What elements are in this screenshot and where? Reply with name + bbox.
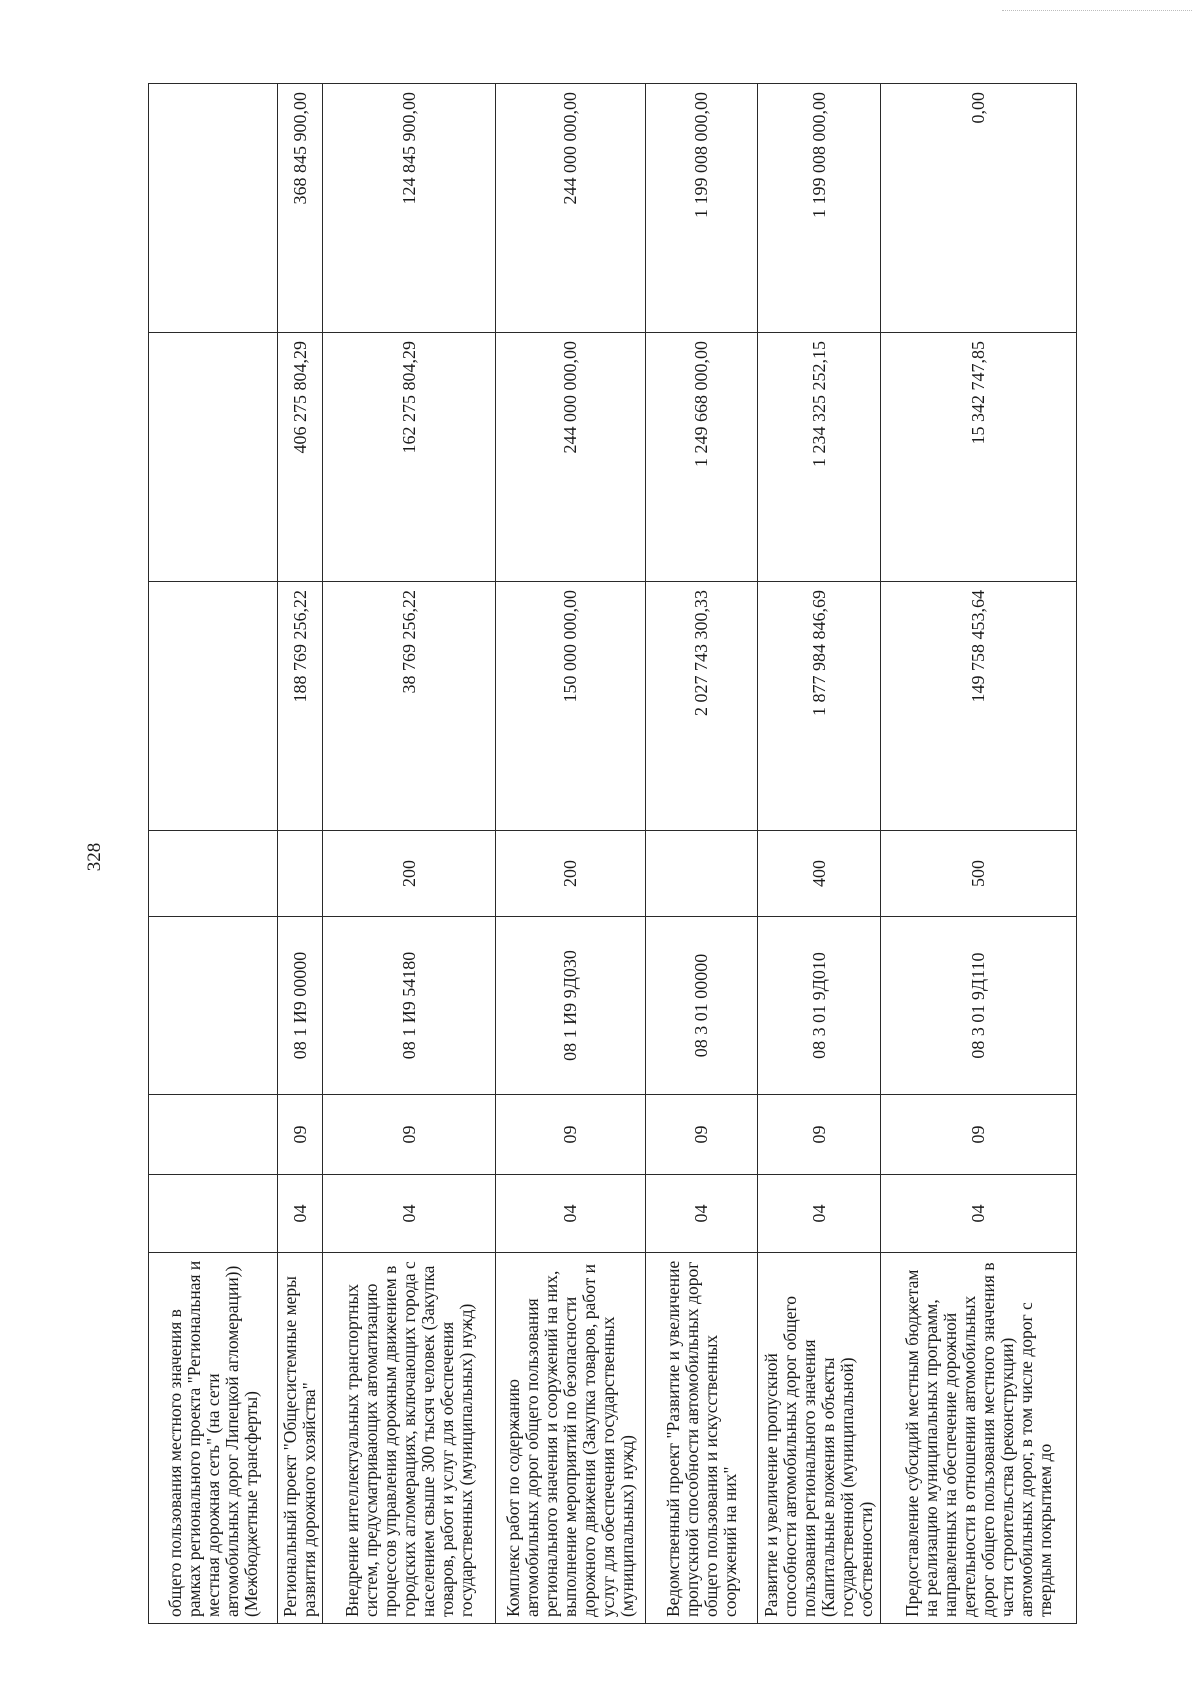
target-article-cell (149, 917, 278, 1095)
subsection-cell: 09 (496, 1095, 646, 1175)
row-name-cell: Предоставление субсидий местным бюджетам на реализацию муниципальных программ, направленных на обеспечение дорожной деятельности в отношении автомобильных дорог общего пользования местного значения в части строительства (реконструкции) автомобильных дорог, в том числе дорог с твердым покрытием до (881, 1253, 1077, 1624)
target-article-cell: 08 3 01 9Д110 (881, 917, 1077, 1095)
target-article-cell: 08 1 И9 9Д030 (496, 917, 646, 1095)
section-cell: 04 (758, 1175, 881, 1253)
section-cell: 04 (881, 1175, 1077, 1253)
sum-year2-cell: 244 000 000,00 (496, 333, 646, 582)
sum-year1-cell (149, 582, 278, 831)
subsection-cell: 09 (881, 1095, 1077, 1175)
expense-type-cell: 200 (496, 831, 646, 917)
table-row (278, 84, 323, 1624)
row-name-cell: Региональный проект "Общесистемные меры развития дорожного хозяйства" (278, 1253, 323, 1624)
row-name-cell: Ведомственный проект "Развитие и увеличение пропускной способности автомобильных дорог общего пользования и искусственных сооружений на них" (646, 1253, 758, 1624)
budget-table (148, 83, 1077, 1624)
subsection-cell: 09 (278, 1095, 323, 1175)
sum-year3-cell: 124 845 900,00 (323, 84, 496, 333)
section-cell: 04 (496, 1175, 646, 1253)
sum-year2-cell: 15 342 747,85 (881, 333, 1077, 582)
table-row (758, 84, 881, 1624)
rotated-table-wrapper (148, 84, 1076, 1624)
expense-type-cell: 500 (881, 831, 1077, 917)
table-row (496, 84, 646, 1624)
row-name-cell: Развитие и увеличение пропускной способности автомобильных дорог общего пользования регионального значения (Капитальные вложения в объекты государственной (муниципальной) собственности) (758, 1253, 881, 1624)
sum-year1-cell: 2 027 743 300,33 (646, 582, 758, 831)
sum-year1-cell: 149 758 453,64 (881, 582, 1077, 831)
target-article-cell: 08 3 01 00000 (646, 917, 758, 1095)
sum-year3-cell: 244 000 000,00 (496, 84, 646, 333)
sum-year1-cell: 1 877 984 846,69 (758, 582, 881, 831)
sum-year1-cell: 188 769 256,22 (278, 582, 323, 831)
expense-type-cell (278, 831, 323, 917)
sum-year2-cell: 1 234 325 252,15 (758, 333, 881, 582)
expense-type-cell: 400 (758, 831, 881, 917)
sum-year3-cell: 368 845 900,00 (278, 84, 323, 333)
expense-type-cell (646, 831, 758, 917)
subsection-cell: 09 (646, 1095, 758, 1175)
expense-type-cell (149, 831, 278, 917)
target-article-cell: 08 1 И9 54180 (323, 917, 496, 1095)
sum-year3-cell: 1 199 008 000,00 (646, 84, 758, 333)
sum-year1-cell: 150 000 000,00 (496, 582, 646, 831)
table-row (149, 84, 278, 1624)
row-name-cell: Комплекс работ по содержанию автомобильных дорог общего пользования регионального значения и сооружений на них, выполнение мероприятий по безопасности дорожного движения (Закупка товаров, работ и услуг для обеспечения государственных (муниципальных) нужд) (496, 1253, 646, 1624)
sum-year2-cell: 406 275 804,29 (278, 333, 323, 582)
table-row (881, 84, 1077, 1624)
target-article-cell: 08 3 01 9Д010 (758, 917, 881, 1095)
sum-year2-cell: 162 275 804,29 (323, 333, 496, 582)
sum-year3-cell: 0,00 (881, 84, 1077, 333)
budget-table-sheet (148, 84, 1076, 1624)
table-row (323, 84, 496, 1624)
target-article-cell: 08 1 И9 00000 (278, 917, 323, 1095)
sum-year3-cell (149, 84, 278, 333)
subsection-cell: 09 (758, 1095, 881, 1175)
section-cell: 04 (323, 1175, 496, 1253)
row-name-cell: общего пользования местного значения в рамках регионального проекта "Региональная и местная дорожная сеть" (на сети автомобильных дорог Липецкой агломерации)) (Межбюджетные трансферты) (149, 1253, 278, 1624)
subsection-cell (149, 1095, 278, 1175)
section-cell: 04 (646, 1175, 758, 1253)
table-row (646, 84, 758, 1624)
section-cell (149, 1175, 278, 1253)
sum-year2-cell (149, 333, 278, 582)
row-name-cell: Внедрение интеллектуальных транспортных систем, предусматривающих автоматизацию процессов управления дорожным движением в городских агломерациях, включающих города с населением свыше 300 тысяч человек (Закупка товаров, работ и услуг для обеспечения государственных (муниципальных) нужд) (323, 1253, 496, 1624)
scan-edge-mark (1002, 10, 1192, 12)
expense-type-cell: 200 (323, 831, 496, 917)
page-number: 328 (84, 842, 105, 872)
subsection-cell: 09 (323, 1095, 496, 1175)
sum-year2-cell: 1 249 668 000,00 (646, 333, 758, 582)
section-cell: 04 (278, 1175, 323, 1253)
sum-year1-cell: 38 769 256,22 (323, 582, 496, 831)
sum-year3-cell: 1 199 008 000,00 (758, 84, 881, 333)
